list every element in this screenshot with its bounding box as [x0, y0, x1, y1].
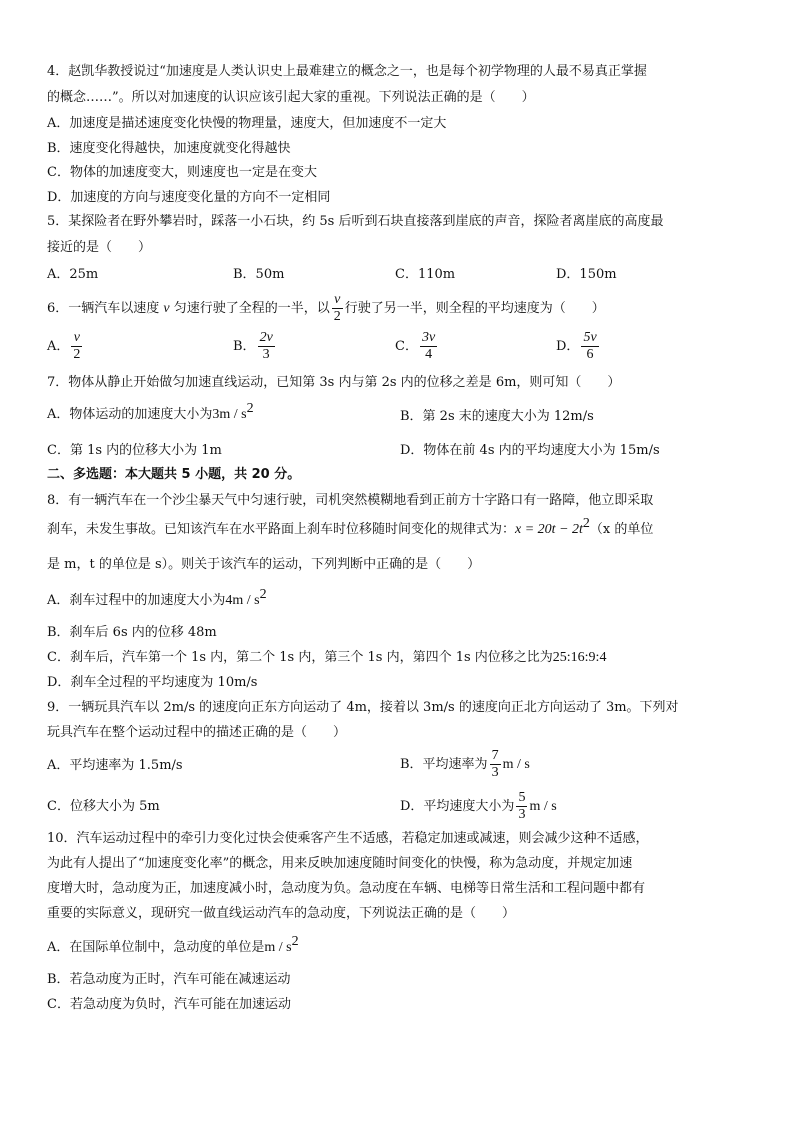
q5-stem-line2: 接近的是（ ）: [47, 240, 152, 255]
q10-option-a-text: A．在国际单位制中，急动度的单位是: [47, 940, 265, 955]
q10-option-b: B．若急动度为正时，汽车可能在减速运动: [47, 972, 291, 987]
q6-option-a-letter: A．: [47, 339, 70, 354]
q5-option-c: C．110m: [395, 267, 456, 282]
q6-option-c-letter: C．: [395, 339, 418, 354]
q10-option-c: C．若急动度为负时，汽车可能在加速运动: [47, 997, 291, 1012]
q6-option-d: [556, 330, 601, 363]
q6-option-c-num: 3v: [421, 330, 436, 345]
q9-stem-line1: 9．一辆玩具汽车以 2m/s 的速度向正东方向运动了 4m，接着以 3m/s 的速度向正北方向运动了 3m。下列对: [47, 700, 679, 715]
q6-option-d-den: 6: [586, 347, 594, 362]
q8-option-c-text: C．刹车后，汽车第一个 1s 内，第二个 1s 内，第三个 1s 内，第四个 1s 内位移之比为: [47, 650, 553, 665]
q9-stem-line2: 玩具汽车在整个运动过程中的描述正确的是（ ）: [47, 725, 347, 740]
q6-option-b-num: 2v: [259, 330, 273, 345]
q6-option-c: [395, 330, 439, 363]
q7-option-b: B．第 2s 末的速度大小为 12m/s: [400, 409, 594, 424]
q6-stem-pre: 6．一辆汽车以速度: [47, 301, 164, 316]
q10-stem-line4: 重要的实际意义，现研究一做直线运动汽车的急动度，下列说法正确的是（ ）: [47, 906, 516, 921]
q6-option-a: [47, 330, 84, 363]
section2-title: 二、多选题：本大题共 5 小题，共 20 分。: [47, 467, 301, 482]
q6-frac-den: 2: [333, 309, 341, 324]
q9-option-d: [400, 790, 557, 823]
q10-option-a: [47, 934, 299, 955]
q8-stem-line1: 8．有一辆汽车在一个沙尘暴天气中匀速行驶，司机突然模糊地看到正前方十字路口有一路障，他立即采取: [47, 493, 654, 508]
q6-option-a-frac: [71, 330, 82, 363]
q6-option-a-den: 2: [73, 347, 81, 362]
q8-stem-line2: [47, 516, 654, 537]
q8-option-a-unit: 4m / s: [225, 593, 260, 608]
q6-option-d-frac: [581, 330, 598, 363]
q7-stem: 7．物体从静止开始做匀加速直线运动，已知第 3s 内与第 2s 内的位移之差是 6m，则可知（ ）: [47, 375, 621, 390]
q8-option-b: B．刹车后 6s 内的位移 48m: [47, 625, 217, 640]
q9-option-a: A．平均速率为 1.5m/s: [47, 758, 183, 773]
q10-option-a-exp: 2: [291, 934, 299, 949]
q6-option-a-num: v: [71, 330, 82, 347]
q8-option-a: [47, 587, 267, 608]
q6-option-b: [233, 330, 277, 363]
q8-option-a-text: A．刹车过程中的加速度大小为: [47, 593, 226, 608]
q6-stem: [47, 292, 605, 325]
q6-fraction: [332, 292, 343, 325]
q6-option-b-letter: B．: [233, 339, 256, 354]
q6-stem-post: 行驶了另一半，则全程的平均速度为（ ）: [344, 301, 605, 316]
q6-option-d-letter: D．: [556, 339, 580, 354]
q10-stem-line2: 为此有人提出了“加速度变化率”的概念，用来反映加速度随时间变化的快慢，称为急动度，并规定加速: [47, 856, 633, 871]
q9-option-b-den: 3: [491, 765, 499, 780]
q9-option-b-text: B．平均速率为: [400, 757, 488, 772]
q4-stem-line2: 的概念……”。所以对加速度的认识应该引起大家的重视。下列说法正确的是（ ）: [47, 90, 535, 105]
q9-option-b: [400, 748, 530, 781]
q5-option-a: A．25m: [47, 267, 99, 282]
q9-option-b-num: 7: [491, 748, 499, 763]
q8-formula-exp: 2: [582, 516, 590, 531]
q6-option-c-den: 4: [425, 347, 433, 362]
q8-option-a-exp: 2: [259, 587, 267, 602]
q8-option-d: D．刹车全过程的平均速度为 10m/s: [47, 675, 258, 690]
q8-option-c-ratio: 25:16:9:4: [552, 650, 607, 665]
q7-option-a-text: A．物体运动的加速度大小为: [47, 407, 213, 422]
q6-var-v: v: [163, 301, 170, 316]
q7-option-d: D．物体在前 4s 内的平均速度大小为 15m/s: [400, 443, 660, 458]
q9-option-c: C．位移大小为 5m: [47, 799, 160, 814]
q6-stem-mid: 匀速行驶了全程的一半，以: [169, 301, 330, 316]
q9-option-b-unit: m / s: [502, 757, 530, 772]
q6-option-b-den: 3: [262, 347, 270, 362]
q8-stem-line2-post: （x 的单位: [589, 522, 654, 537]
q9-option-d-unit: m / s: [529, 799, 557, 814]
q7-option-a-unit: 3m / s: [212, 407, 247, 422]
q4-option-b: B．速度变化得越快，加速度就变化得越快: [47, 141, 291, 156]
q9-option-d-den: 3: [518, 807, 526, 822]
q9-option-d-text: D．平均速度大小为: [400, 799, 515, 814]
q9-option-d-num: 5: [518, 790, 526, 805]
q10-stem-line3: 度增大时，急动度为正，加速度减小时，急动度为负。急动度在车辆、电梯等日常生活和工程问题中都有: [47, 881, 646, 896]
q5-option-b: B．50m: [233, 267, 285, 282]
q10-option-a-unit: m / s: [264, 940, 292, 955]
q9-option-d-frac: [516, 790, 527, 823]
q8-option-c: [47, 651, 606, 665]
q5-stem-line1: 5．某探险者在野外攀岩时，踩落一小石块，约 5s 后听到石块直接落到崖底的声音，探险者离崖底的高度最: [47, 214, 664, 229]
q10-stem-line1: 10．汽车运动过程中的牵引力变化过快会使乘客产生不适感，若稳定加速或减速，则会减少这种不适感，: [47, 831, 649, 846]
q6-option-d-num: 5v: [583, 330, 597, 345]
q8-stem-line3: 是 m，t 的单位是 s）。则关于该汽车的运动，下列判断中正确的是（ ）: [47, 557, 481, 572]
q8-formula: x = 20t − 2t: [515, 522, 583, 537]
q9-option-b-frac: [490, 748, 501, 781]
q8-stem-line2-text: 刹车，未发生事故。已知该汽车在水平路面上刹车时位移随时间变化的规律式为：: [47, 522, 516, 537]
q6-option-b-frac: [258, 330, 275, 363]
q4-option-a: A．加速度是描述速度变化快慢的物理量，速度大，但加速度不一定大: [47, 116, 447, 131]
q4-stem-line1: 4．赵凯华教授说过“加速度是人类认识史上最难建立的概念之一，也是每个初学物理的人最不易真正掌握: [47, 64, 647, 79]
q6-frac-num: v: [332, 292, 343, 309]
q7-option-c: C．第 1s 内的位移大小为 1m: [47, 443, 222, 458]
q7-option-a: [47, 401, 254, 422]
q7-option-a-exp: 2: [246, 401, 254, 416]
q5-option-d: D．150m: [556, 267, 617, 282]
q4-option-d: D．加速度的方向与速度变化量的方向不一定相同: [47, 190, 331, 205]
q6-option-c-frac: [420, 330, 437, 363]
q4-option-c: C．物体的加速度变大，则速度也一定是在变大: [47, 165, 317, 180]
